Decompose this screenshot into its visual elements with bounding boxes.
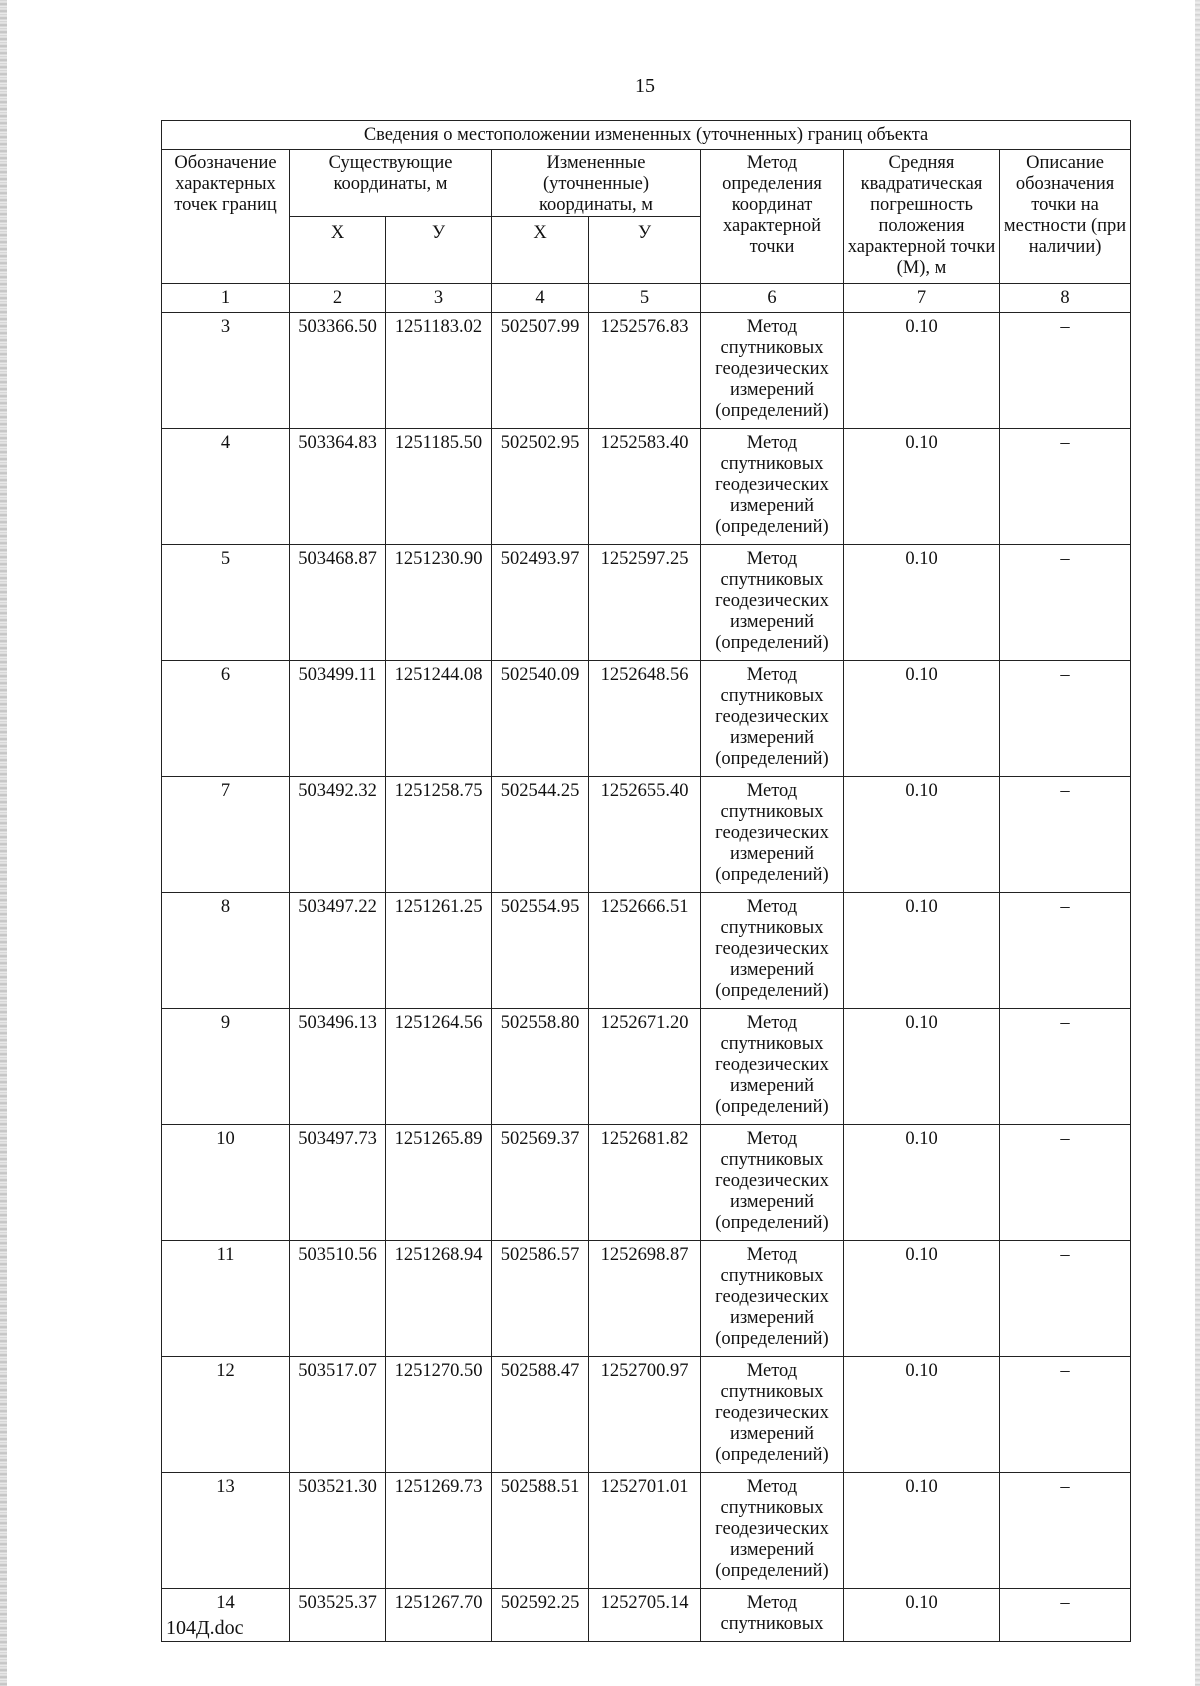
cell-method: Метод спутниковых геодезических измерений (определений) xyxy=(701,313,844,429)
cell-changed-x: 502554.95 xyxy=(492,893,589,1009)
cell-method: Метод спутниковых геодезических измерений (определений) xyxy=(701,545,844,661)
cell-error: 0.10 xyxy=(844,1009,1000,1125)
header-point-description: Описание обозначения точки на местности (при наличии) xyxy=(1000,150,1131,284)
cell-changed-y: 1252648.56 xyxy=(589,661,701,777)
cell-existing-y: 1251267.70 xyxy=(386,1589,492,1642)
cell-changed-y: 1252700.97 xyxy=(589,1357,701,1473)
column-number: 5 xyxy=(589,284,701,313)
cell-description: – xyxy=(1000,1241,1131,1357)
cell-error: 0.10 xyxy=(844,1473,1000,1589)
table-row xyxy=(162,893,1131,1009)
cell-description: – xyxy=(1000,1589,1131,1642)
table-caption: Сведения о местоположении измененных (уточненных) границ объекта xyxy=(162,121,1131,150)
header-point-designation: Обозначение характерных точек границ xyxy=(162,150,290,284)
header-changed-coordinates: Измененные (уточненные) координаты, м xyxy=(492,150,701,217)
header-existing-coordinates: Существующие координаты, м xyxy=(290,150,492,217)
cell-existing-x: 503499.11 xyxy=(290,661,386,777)
header-changed-x: Х xyxy=(492,217,589,284)
cell-changed-x: 502507.99 xyxy=(492,313,589,429)
cell-changed-x: 502588.47 xyxy=(492,1357,589,1473)
cell-existing-y: 1251265.89 xyxy=(386,1125,492,1241)
table-row xyxy=(162,545,1131,661)
cell-point: 8 xyxy=(162,893,290,1009)
cell-method: Метод спутниковых геодезических измерений (определений) xyxy=(701,1473,844,1589)
column-number: 7 xyxy=(844,284,1000,313)
cell-changed-x: 502592.25 xyxy=(492,1589,589,1642)
column-number: 4 xyxy=(492,284,589,313)
cell-changed-x: 502544.25 xyxy=(492,777,589,893)
table-row xyxy=(162,777,1131,893)
column-number: 6 xyxy=(701,284,844,313)
cell-method: Метод спутниковых геодезических измерений (определений) xyxy=(701,1125,844,1241)
cell-changed-x: 502558.80 xyxy=(492,1009,589,1125)
cell-error: 0.10 xyxy=(844,1589,1000,1642)
cell-description: – xyxy=(1000,1357,1131,1473)
cell-existing-x: 503521.30 xyxy=(290,1473,386,1589)
cell-error: 0.10 xyxy=(844,1125,1000,1241)
cell-existing-x: 503525.37 xyxy=(290,1589,386,1642)
cell-point: 10 xyxy=(162,1125,290,1241)
cell-changed-x: 502586.57 xyxy=(492,1241,589,1357)
cell-error: 0.10 xyxy=(844,661,1000,777)
cell-changed-y: 1252705.14 xyxy=(589,1589,701,1642)
cell-error: 0.10 xyxy=(844,1357,1000,1473)
cell-existing-y: 1251269.73 xyxy=(386,1473,492,1589)
cell-description: – xyxy=(1000,1473,1131,1589)
cell-existing-y: 1251185.50 xyxy=(386,429,492,545)
cell-description: – xyxy=(1000,1125,1131,1241)
cell-description: – xyxy=(1000,893,1131,1009)
cell-changed-y: 1252597.25 xyxy=(589,545,701,661)
cell-description: – xyxy=(1000,777,1131,893)
scan-edge-left xyxy=(0,0,7,1686)
cell-existing-y: 1251270.50 xyxy=(386,1357,492,1473)
table-row xyxy=(162,1009,1131,1125)
cell-changed-y: 1252671.20 xyxy=(589,1009,701,1125)
cell-point: 11 xyxy=(162,1241,290,1357)
cell-method: Метод спутниковых геодезических измерений (определений) xyxy=(701,1009,844,1125)
cell-method: Метод спутниковых геодезических измерений (определений) xyxy=(701,1357,844,1473)
cell-point: 6 xyxy=(162,661,290,777)
cell-existing-y: 1251183.02 xyxy=(386,313,492,429)
cell-changed-y: 1252701.01 xyxy=(589,1473,701,1589)
cell-existing-y: 1251244.08 xyxy=(386,661,492,777)
cell-point: 14 xyxy=(162,1589,290,1642)
cell-existing-y: 1251268.94 xyxy=(386,1241,492,1357)
cell-changed-x: 502493.97 xyxy=(492,545,589,661)
cell-description: – xyxy=(1000,661,1131,777)
cell-error: 0.10 xyxy=(844,1241,1000,1357)
cell-existing-x: 503492.32 xyxy=(290,777,386,893)
cell-existing-y: 1251264.56 xyxy=(386,1009,492,1125)
cell-point: 12 xyxy=(162,1357,290,1473)
header-existing-y: У xyxy=(386,217,492,284)
column-number: 2 xyxy=(290,284,386,313)
cell-existing-x: 503497.22 xyxy=(290,893,386,1009)
cell-existing-x: 503468.87 xyxy=(290,545,386,661)
header-changed-y: У xyxy=(589,217,701,284)
table-row xyxy=(162,1241,1131,1357)
cell-point: 4 xyxy=(162,429,290,545)
cell-changed-y: 1252666.51 xyxy=(589,893,701,1009)
cell-existing-x: 503366.50 xyxy=(290,313,386,429)
header-method: Метод определения координат характерной точки xyxy=(701,150,844,284)
cell-method: Метод спутниковых геодезических измерений (определений) xyxy=(701,429,844,545)
cell-error: 0.10 xyxy=(844,777,1000,893)
cell-existing-x: 503510.56 xyxy=(290,1241,386,1357)
cell-method: Метод спутниковых геодезических измерений (определений) xyxy=(701,661,844,777)
cell-existing-x: 503364.83 xyxy=(290,429,386,545)
table-row xyxy=(162,1589,1131,1642)
cell-point: 5 xyxy=(162,545,290,661)
table-row xyxy=(162,1357,1131,1473)
cell-method: Метод спутниковых геодезических измерений (определений) xyxy=(701,777,844,893)
cell-changed-y: 1252655.40 xyxy=(589,777,701,893)
cell-existing-x: 503517.07 xyxy=(290,1357,386,1473)
cell-description: – xyxy=(1000,545,1131,661)
cell-changed-y: 1252576.83 xyxy=(589,313,701,429)
cell-description: – xyxy=(1000,429,1131,545)
header-mean-square-error: Средняя квадратическая погрешность положения характерной точки (М), м xyxy=(844,150,1000,284)
cell-existing-y: 1251258.75 xyxy=(386,777,492,893)
cell-existing-y: 1251261.25 xyxy=(386,893,492,1009)
cell-changed-y: 1252583.40 xyxy=(589,429,701,545)
cell-changed-x: 502540.09 xyxy=(492,661,589,777)
cell-changed-x: 502502.95 xyxy=(492,429,589,545)
table-row xyxy=(162,1473,1131,1589)
header-existing-x: Х xyxy=(290,217,386,284)
column-number: 3 xyxy=(386,284,492,313)
cell-existing-y: 1251230.90 xyxy=(386,545,492,661)
cell-point: 13 xyxy=(162,1473,290,1589)
cell-point: 3 xyxy=(162,313,290,429)
column-number: 8 xyxy=(1000,284,1131,313)
cell-changed-y: 1252698.87 xyxy=(589,1241,701,1357)
cell-error: 0.10 xyxy=(844,313,1000,429)
cell-existing-x: 503497.73 xyxy=(290,1125,386,1241)
page-number: 15 xyxy=(635,75,655,97)
cell-point: 7 xyxy=(162,777,290,893)
table-row xyxy=(162,313,1131,429)
cell-description: – xyxy=(1000,313,1131,429)
cell-point: 9 xyxy=(162,1009,290,1125)
cell-existing-x: 503496.13 xyxy=(290,1009,386,1125)
cell-error: 0.10 xyxy=(844,893,1000,1009)
footer-file-name: 104Д.doc xyxy=(166,1617,244,1639)
cell-changed-x: 502569.37 xyxy=(492,1125,589,1241)
boundary-coordinates-table xyxy=(161,120,1131,1642)
column-number: 1 xyxy=(162,284,290,313)
table-row xyxy=(162,429,1131,545)
column-number-row xyxy=(162,284,1131,313)
cell-method: Метод спутниковых геодезических измерений (определений) xyxy=(701,1241,844,1357)
cell-method: Метод спутниковых xyxy=(701,1589,844,1642)
cell-error: 0.10 xyxy=(844,545,1000,661)
table-body xyxy=(162,313,1131,1642)
cell-changed-x: 502588.51 xyxy=(492,1473,589,1589)
table-row xyxy=(162,661,1131,777)
scan-edge-right xyxy=(1195,0,1200,1686)
cell-changed-y: 1252681.82 xyxy=(589,1125,701,1241)
cell-description: – xyxy=(1000,1009,1131,1125)
cell-error: 0.10 xyxy=(844,429,1000,545)
table-row xyxy=(162,1125,1131,1241)
cell-method: Метод спутниковых геодезических измерений (определений) xyxy=(701,893,844,1009)
